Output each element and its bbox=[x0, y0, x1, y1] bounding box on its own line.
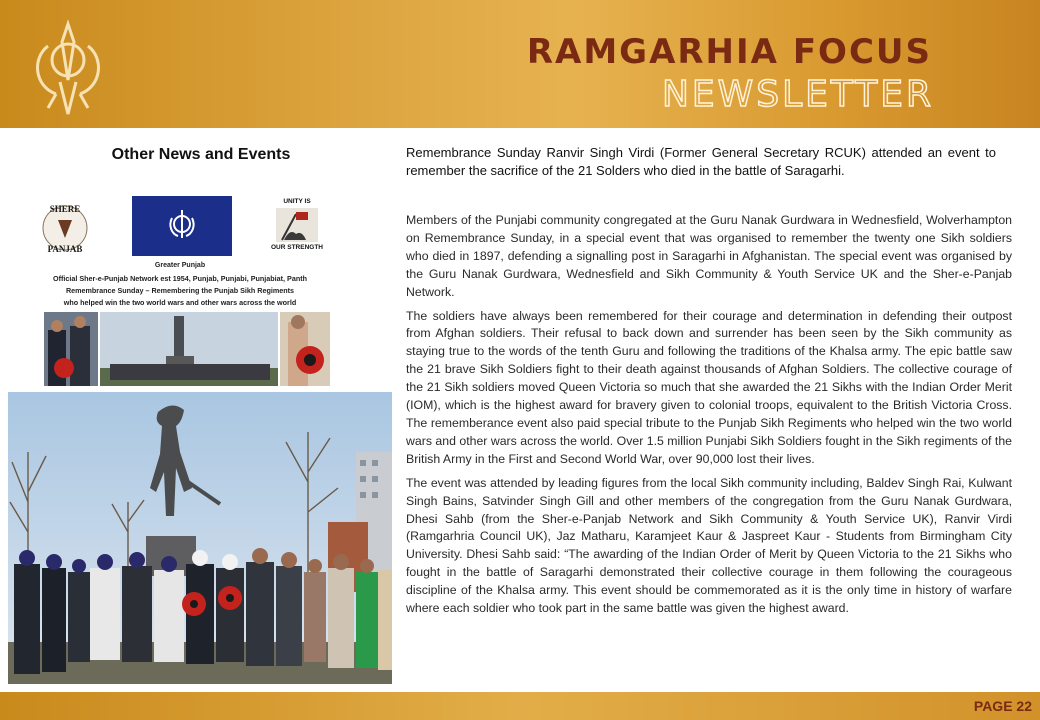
flyer-line-1: Greater Punjab bbox=[154, 262, 206, 269]
page-number: PAGE 22 bbox=[973, 698, 1032, 714]
newsletter-subtitle: NEWSLETTER bbox=[661, 74, 934, 115]
group-photo-image bbox=[8, 392, 392, 684]
unity-logo-bottom-text: OUR STRENGTH bbox=[271, 244, 323, 251]
flyer-photo-strip bbox=[44, 312, 330, 386]
article-paragraph-2: The soldiers have always been remembered for their courage and determination in defending their outpost from Afghan soldiers. Their refusal to back down and surrender has been seen by the Sikh community as staying true to the words of the tenth Guru and following the traditions of the Khalsa army. The epic battle saw the 21 brave Sikh Soldiers fight to their death against thousands of Afghan Soldiers. The collective courage of the 21 Sikh soldiers moved Queen Victoria so much that she awarded the 21 Sikhs with the Indian Order Merit (IOM), which is the highest award for bravery given to colonial troops, equivalent to the British Victoria Cross. The rememberance event also paid special tribute to the Punjab Sikh Regiments who helped win the two world wars and other wars across the world. Over 1.5 million Punjabi Sikh Soldiers fought in the Sikh regiments of the British Army in the First and Second World War, over 90,000 lost their lives. bbox=[406, 308, 1012, 466]
newsletter-header bbox=[0, 0, 1040, 128]
intro-paragraph: Remembrance Sunday Ranvir Singh Virdi (Former General Secretary RCUK) attended an event to remember the sacrifice of the 21 Solders who died in the battle of Saragarhi. bbox=[406, 145, 996, 178]
unity-logo-top-text: UNITY IS bbox=[283, 198, 311, 205]
article-body bbox=[406, 212, 1012, 690]
shere-panjab-logo-icon bbox=[34, 198, 96, 256]
flyer-logos bbox=[30, 192, 330, 258]
article-paragraph-3: The event was attended by leading figures from the local Sikh community including, Baldev Singh Rai, Kulwant Singh Bains, Satvinder Singh Gill and other members of the congregation from the Guru Nanak Gurdwara, Dhesi Sahb (from the Sher-e-Panjab Network and Sikh Community & Youth Service UK), Ranvir Virdi (Ramgarhria Council UK), Jaz Matharu, Karamjeet Kaur & Jaspreet Kaur - Students from Birmingham City University. Dhesi Sahb said: “The awarding of the Indian Order of Merit by Queen Victoria to the 21 Sikhs who fought in the battle of Saragarhi demonstrated their collective courage in them following the courageous discipline of the Khalsa army. This event should be commemorated as it is the only time in history of warfare where each soldier who took part in the same battle was given the highest award. bbox=[406, 475, 1012, 616]
remembrance-group-photo bbox=[8, 392, 392, 684]
khanda-logo-icon bbox=[26, 18, 110, 118]
flag-raising-icon bbox=[276, 208, 318, 242]
flyer-photo-statue bbox=[100, 312, 278, 386]
event-flyer-image bbox=[30, 192, 330, 386]
page-footer bbox=[0, 692, 1040, 720]
khanda-flag bbox=[132, 196, 232, 256]
shere-logo-top-text: SHERE bbox=[49, 204, 81, 214]
flyer-line-3: Remembrance Sunday – Remembering the Punjab Sikh Regiments bbox=[65, 286, 295, 295]
shere-logo-bottom-text: PANJAB bbox=[47, 244, 83, 254]
flyer-photo-wreath bbox=[280, 312, 330, 386]
newsletter-title: RAMGARHIA FOCUS bbox=[526, 32, 932, 72]
section-heading: Other News and Events bbox=[111, 146, 291, 163]
flyer-line-2: Official Sher-e-Punjab Network est 1954, Punjab, Punjabi, Punjabiat, Panth bbox=[52, 274, 307, 283]
article-paragraph-1: Members of the Punjabi community congregated at the Guru Nanak Gurdwara in Wednesfield, Wolverhampton on Remembrance Sunday, in a special event that was organised to remember the twenty one Sikh soldiers who died in 1897, defending a signalling post in Saragarhi in Afghanistan. The special event was organised by the Guru Nanak Gurdwara, Wednesfield and Sikh Community & Youth Service UK and the Sher-e-Panjab Network. bbox=[406, 213, 1012, 299]
khanda-emblem-icon bbox=[168, 208, 196, 242]
flyer-line-4: who helped win the two world wars and other wars across the world bbox=[63, 298, 297, 307]
unity-logo bbox=[266, 196, 328, 256]
flyer-photo-group bbox=[44, 312, 98, 386]
